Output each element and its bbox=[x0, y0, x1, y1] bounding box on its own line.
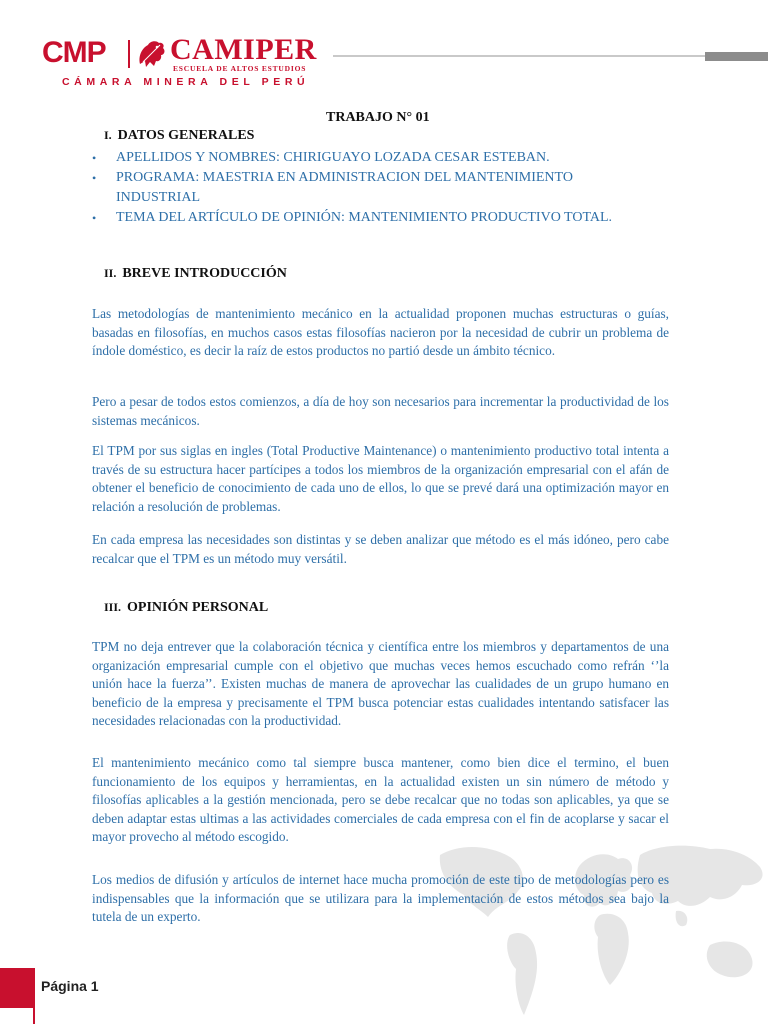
page-number: Página 1 bbox=[41, 978, 99, 994]
section-title: BREVE INTRODUCCIÓN bbox=[122, 266, 287, 281]
logo-camara-text: CÁMARA MINERA DEL PERÚ bbox=[62, 76, 310, 88]
logo-camiper-text: CAMIPER bbox=[170, 33, 317, 66]
datos-list bbox=[92, 148, 652, 228]
section-number: I. bbox=[104, 128, 112, 142]
page-header bbox=[0, 0, 768, 100]
header-accent-bar bbox=[705, 52, 768, 61]
footer-accent-line bbox=[33, 968, 35, 1024]
section-number: III. bbox=[104, 600, 122, 614]
logo-school-text: ESCUELA DE ALTOS ESTUDIOS bbox=[173, 64, 307, 73]
paragraph: El mantenimiento mecánico como tal siempre busca mantener, como bien dice el termino, el buen funcionamiento de los equipos y herramientas, en la actualidad existen un sin número de método y filosofías aplicables a la gestión mencionada, pero se debe recalcar que no todas son aplicables, ya que se deben adaptar estas ultimas a las actividades comerciales de cada empresa con el fin de acoplarse y sacar el mayor provecho al método escogido. bbox=[92, 755, 669, 845]
section-heading-datos bbox=[104, 128, 254, 144]
section-heading-introduccion bbox=[104, 266, 287, 282]
paragraph: Pero a pesar de todos estos comienzos, a día de hoy son necesarios para incrementar la productividad de los sistemas mecánicos. bbox=[92, 394, 669, 428]
section-title: DATOS GENERALES bbox=[117, 128, 255, 143]
logo-cmp-text: CMP bbox=[42, 36, 106, 69]
paragraph: En cada empresa las necesidades son distintas y se deben analizar que método es el más idóneo, pero cabe recalcar que el TPM es un método muy versátil. bbox=[92, 532, 669, 566]
header-divider bbox=[333, 55, 705, 57]
section-title: OPINIÓN PERSONAL bbox=[127, 600, 269, 615]
section-number: II. bbox=[104, 266, 117, 280]
paragraph: Las metodologías de mantenimiento mecánico en la actualidad proponen muchas estructuras o guías, basadas en filosofías, en muchos casos estas filosofías nacieron por la necesidad de cubrir un problema de índole doméstico, es decir la raíz de estos productos no partió desde un ámbito técnico. bbox=[92, 306, 669, 359]
camiper-logo bbox=[42, 33, 342, 91]
list-item: • PROGRAMA: MAESTRIA EN ADMINISTRACION DEL MANTENIMIENTO INDUSTRIAL bbox=[92, 168, 652, 208]
document-title: TRABAJO N° 01 bbox=[326, 110, 430, 125]
paragraph: Los medios de difusión y artículos de internet hace mucha promoción de este tipo de metodologías pero es indispensables que la información que se utilizara para la implementación de estos métodos sea bajo la tutela de un experto. bbox=[92, 872, 669, 925]
lion-crest-icon bbox=[134, 36, 168, 70]
section-heading-opinion bbox=[104, 600, 268, 616]
list-item: • TEMA DEL ARTÍCULO DE OPINIÓN: MANTENIMIENTO PRODUCTIVO TOTAL. bbox=[92, 208, 652, 228]
paragraph: El TPM por sus siglas en ingles (Total Productive Maintenance) o mantenimiento productivo total intenta a través de su estructura hacer partícipes a todos los miembros de la organización empresarial con el afán de obtener el beneficio de conocimiento de cada uno de ellos, lo que se prevé dará una optimización mayor en relación a resolución de problemas. bbox=[92, 443, 669, 514]
logo-separator bbox=[128, 40, 130, 68]
footer-accent-block bbox=[0, 968, 33, 1008]
paragraph: TPM no deja entrever que la colaboración técnica y científica entre los miembros y departamentos de una organización empresarial cumple con el objetivo que muchas veces hemos escuchado como refrán ‘’la unión hace la fuerza’’. Existen muchas de manera de aprovechar las cualidades de un grupo humano en beneficio de la empresa y precisamente el TPM busca potenciar estas cualidades intentando satisfacer las necesidades relacionadas con la productividad. bbox=[92, 639, 669, 729]
list-item: • APELLIDOS Y NOMBRES: CHIRIGUAYO LOZADA CESAR ESTEBAN. bbox=[92, 148, 652, 168]
